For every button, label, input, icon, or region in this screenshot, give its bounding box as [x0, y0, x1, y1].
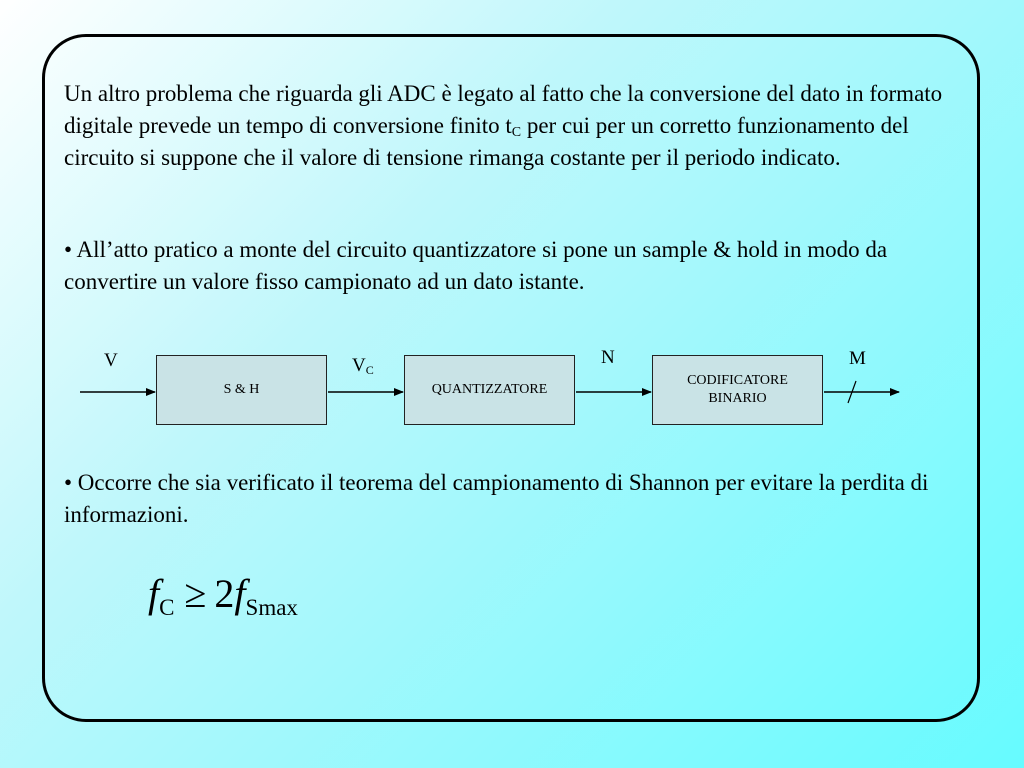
intro-paragraph — [64, 78, 964, 174]
shannon-formula — [148, 570, 298, 632]
intro-text-part2: per cui per un corretto funzionamento del circuito si suppone che il valore di tensione rimanga costante per il periodo indicato. — [64, 113, 909, 170]
intro-subscript: C — [511, 125, 522, 140]
formula-operator: ≥ — [184, 571, 207, 616]
signal-output-label: M — [849, 348, 866, 369]
formula-rhs-sub: Smax — [245, 595, 298, 620]
formula-rhs-symbol: f — [234, 571, 246, 616]
binary-encoder-block — [652, 355, 823, 425]
formula-lhs-sub: C — [159, 595, 175, 620]
sample-hold-bullet: • All’atto pratico a monte del circuito quantizzatore si pone un sample & hold in modo da convertire un valore fisso campionato ad un dato istante. — [64, 237, 888, 294]
intro-text-part1: Un altro problema che riguarda gli ADC è legato al fatto che la conversione del dato in formato digitale prevede un tempo di conversione finito t — [64, 81, 943, 138]
encoder-label-line2: BINARIO — [708, 391, 767, 406]
formula-lhs-symbol: f — [148, 571, 160, 616]
formula-coefficient: 2 — [214, 571, 235, 616]
signal-input-label: V — [104, 350, 118, 371]
sample-hold-label: S & H — [223, 382, 260, 397]
signal-sampled-label — [352, 356, 374, 376]
encoder-label-line1: CODIFICATORE — [687, 373, 788, 388]
signal-quantized-label: N — [601, 347, 615, 368]
signal-sampled-sub: C — [365, 363, 374, 377]
shannon-bullet: • Occorre che sia verificato il teorema del campionamento di Shannon per evitare la perdita di informazioni. — [64, 470, 929, 527]
sample-hold-block — [156, 355, 327, 425]
quantizer-label: QUANTIZZATORE — [431, 382, 548, 397]
quantizer-block — [404, 355, 575, 425]
signal-sampled-main: V — [352, 355, 366, 376]
